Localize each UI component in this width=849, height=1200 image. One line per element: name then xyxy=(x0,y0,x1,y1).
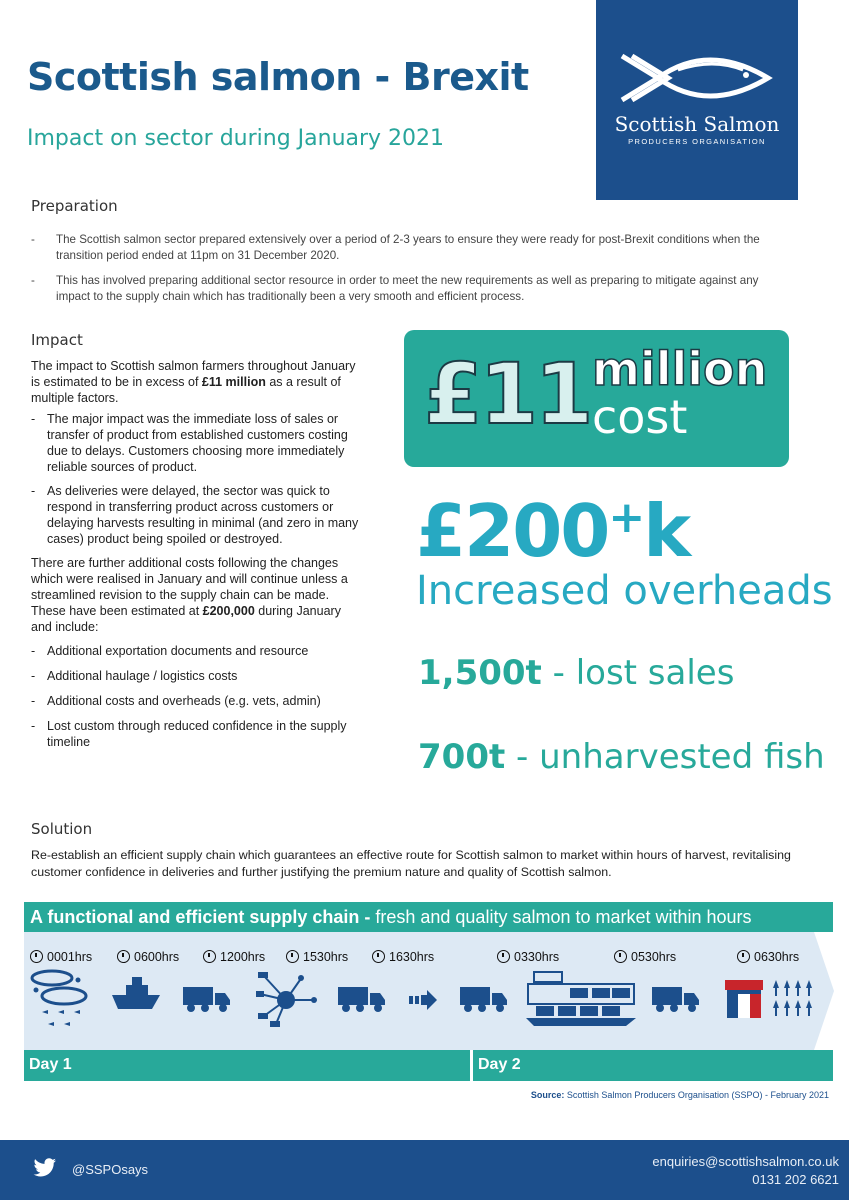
lost-sales-stat: 1,500t - lost sales xyxy=(418,653,735,693)
time-label: 0001hrs xyxy=(30,950,92,964)
preparation-heading: Preparation xyxy=(31,197,118,215)
source-note: Source: Scottish Salmon Producers Organisation (SSPO) - February 2021 xyxy=(530,1090,829,1100)
unharvested-stat: 700t - unharvested fish xyxy=(418,737,825,777)
day-1-bar: Day 1 xyxy=(24,1050,470,1081)
page-title: Scottish salmon - Brexit xyxy=(27,55,529,99)
clock-icon xyxy=(737,950,750,963)
clock-icon xyxy=(614,950,627,963)
timeline-arrowhead-icon xyxy=(814,932,834,1050)
time-label: 1630hrs xyxy=(372,950,434,964)
truck-icon xyxy=(338,985,386,1013)
footer xyxy=(0,1140,849,1200)
fish-logo-icon xyxy=(618,50,776,106)
clock-icon xyxy=(372,950,385,963)
cost-unit: million xyxy=(592,342,768,396)
list-item: - The Scottish salmon sector prepared extensively over a period of 2-3 years to ensure they were ready for post-Brexit conditions when the transition period ended at 11pm on 31 December 2020. xyxy=(31,232,795,264)
processing-hub-icon xyxy=(256,968,318,1028)
list-item: - Additional haulage / logistics costs xyxy=(31,668,361,684)
arrow-icon xyxy=(409,990,437,1010)
preparation-list xyxy=(31,232,795,314)
clock-icon xyxy=(30,950,43,963)
market-stall-icon xyxy=(723,978,765,1020)
truck-icon xyxy=(460,985,508,1013)
time-label: 0330hrs xyxy=(497,950,559,964)
twitter-icon[interactable] xyxy=(33,1158,57,1178)
clock-icon xyxy=(117,950,130,963)
cost-word: cost xyxy=(592,390,688,444)
list-item: - The major impact was the immediate loss of sales or transfer of product from established customers costing due to delays. Customers choosing more immediately reliable sources of product. xyxy=(31,411,361,475)
clock-icon xyxy=(497,950,510,963)
solution-heading: Solution xyxy=(31,820,93,838)
list-item: - This has involved preparing additional sector resource in order to meet the new requirements as well as preparing to mitigate against any impact to the supply chain which has traditionally been a very smooth and efficient process. xyxy=(31,273,795,305)
cost-list xyxy=(31,643,361,750)
logo-subtitle: PRODUCERS ORGANISATION xyxy=(628,137,766,146)
sspo-logo[interactable] xyxy=(596,0,798,200)
truck-icon xyxy=(652,985,700,1013)
boat-icon xyxy=(110,975,162,1011)
clock-icon xyxy=(203,950,216,963)
supply-chain-banner: A functional and efficient supply chain - fresh and quality salmon to market within hours xyxy=(24,902,833,932)
cost-amount: £11 xyxy=(424,345,591,443)
list-item: - As deliveries were delayed, the sector was quick to respond in transferring product across customers or delaying harvests resulting in minimal (and zero in many cases) product being spoiled or destroyed. xyxy=(31,483,361,547)
page-subtitle: Impact on sector during January 2021 xyxy=(27,126,445,151)
twitter-handle[interactable]: @SSPOsays xyxy=(72,1162,149,1177)
impact-body xyxy=(31,358,361,759)
list-item: - Lost custom through reduced confidence in the supply timeline xyxy=(31,718,361,750)
impact-intro: The impact to Scottish salmon farmers throughout January is estimated to be in excess of £11 million as a result of multiple factors. xyxy=(31,359,356,405)
list-item: - Additional costs and overheads (e.g. vets, admin) xyxy=(31,693,361,709)
time-label: 0600hrs xyxy=(117,950,179,964)
day-2-bar: Day 2 xyxy=(473,1050,833,1081)
impact-further: There are further additional costs following the changes which were realised in January and will continue unless a streamlined revision to the supply chain can be made. These have been estimated at £200,000 during January and include: xyxy=(31,556,348,634)
impact-list xyxy=(31,411,361,547)
solution-text: Re-establish an efficient supply chain which guarantees an effective route for Scottish salmon to market within hours of harvest, revitalising customer confidence in deliveries and further justifying the premium nature and quality of Scottish salmon. xyxy=(31,848,791,879)
contact-phone: 0131 202 6621 xyxy=(752,1172,839,1187)
time-label: 1530hrs xyxy=(286,950,348,964)
ferry-icon xyxy=(526,970,636,1026)
impact-heading: Impact xyxy=(31,331,83,349)
cost-stat-box xyxy=(404,330,789,467)
overhead-label: Increased overheads xyxy=(416,568,833,614)
truck-icon xyxy=(183,985,231,1013)
clock-icon xyxy=(286,950,299,963)
time-label: 1200hrs xyxy=(203,950,265,964)
fish-stock-icon xyxy=(772,978,816,1020)
time-label: 0630hrs xyxy=(737,950,799,964)
logo-name: Scottish Salmon xyxy=(614,112,780,136)
fish-farm-icon xyxy=(28,968,90,1032)
time-label: 0530hrs xyxy=(614,950,676,964)
contact-email[interactable]: enquiries@scottishsalmon.co.uk xyxy=(652,1154,839,1169)
list-item: - Additional exportation documents and resource xyxy=(31,643,361,659)
overhead-amount: £200+k xyxy=(416,489,690,573)
